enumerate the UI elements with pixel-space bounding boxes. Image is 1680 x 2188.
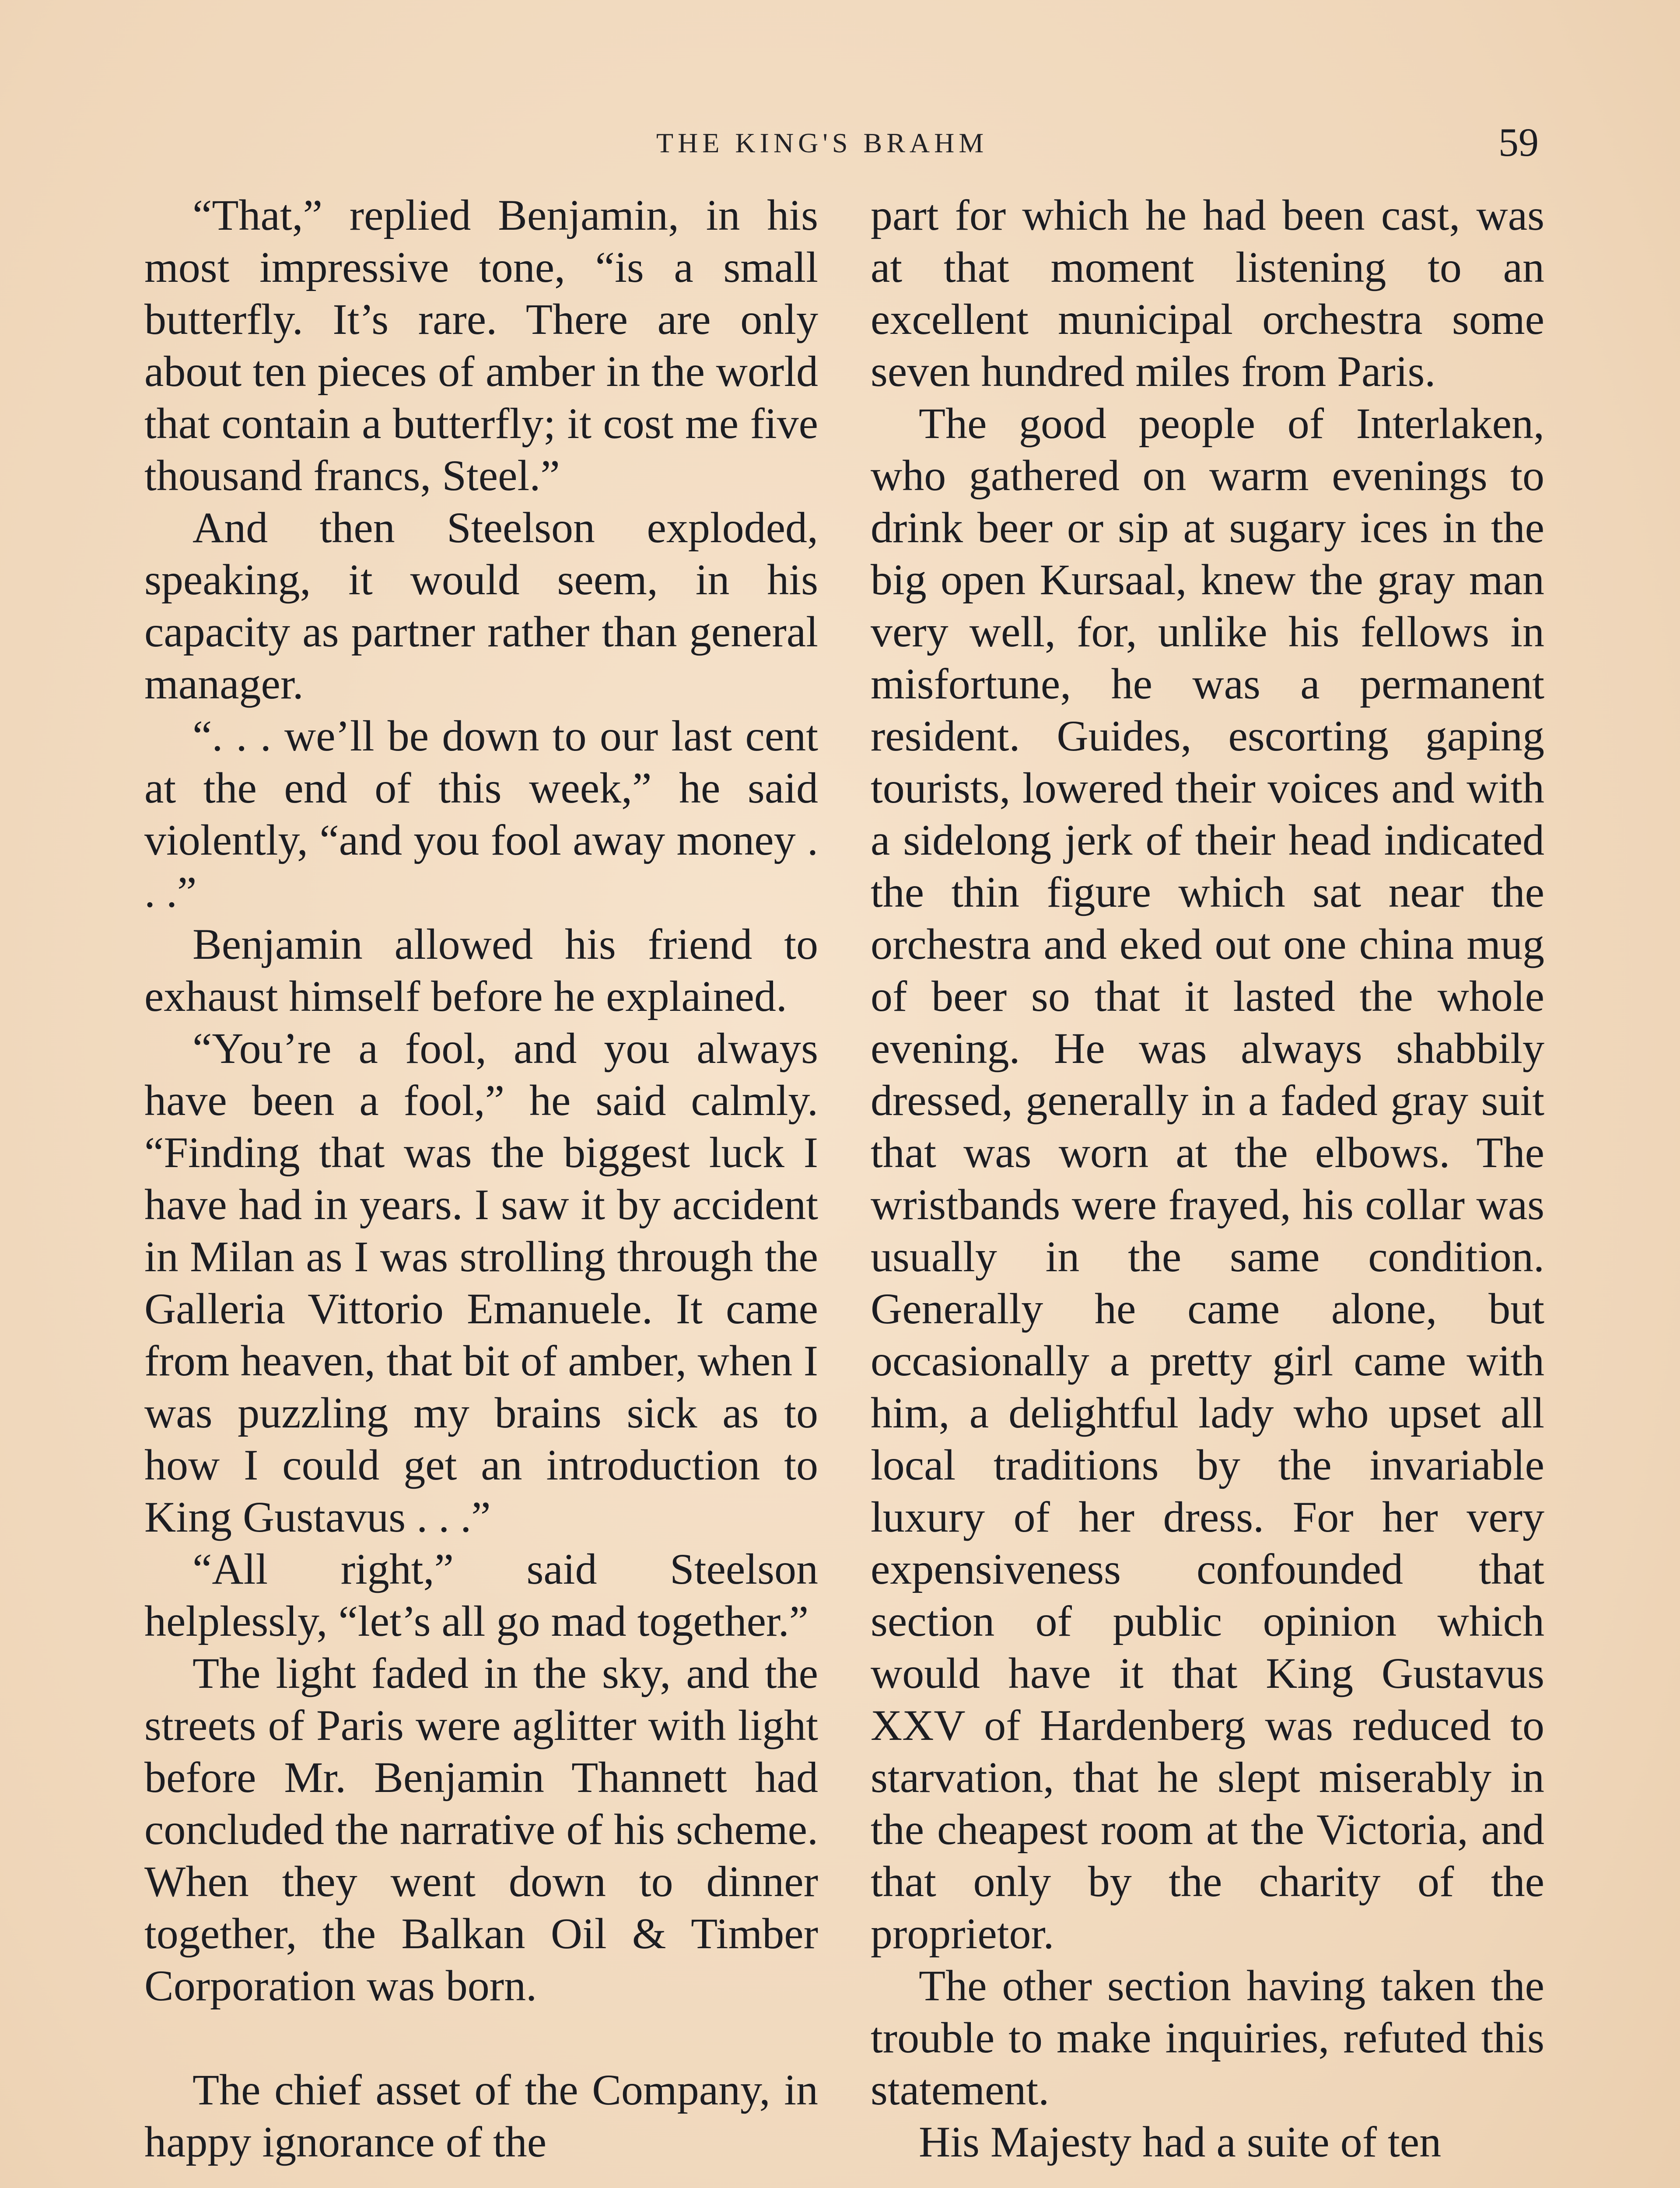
right-column xyxy=(871,189,1544,2168)
paragraph: The chief asset of the Company, in happy ignorance of the xyxy=(144,2065,818,2166)
paragraph: The light faded in the sky, and the streets of Paris were aglitter with light before Mr. Benjamin Thannett had concluded the narrative of his scheme. When they went down to dinner together, the Balkan Oil & Timber Corporation was born. xyxy=(144,1649,818,2010)
paragraph: The good people of Interlaken, who gathered on warm evenings to drink beer or sip at sugary ices in the big open Kursaal, knew the gray man very well, for, unlike his fellows in misfortune, he was a permanent resident. Guides, escorting gaping tourists, lowered their voices and with a sidelong jerk of their head indicated the thin figure which sat near the orchestra and eked out one china mug of beer so that it lasted the whole evening. He was always shabbily dressed, generally in a faded gray suit that was worn at the elbows. The wristbands were frayed, his collar was usually in the same condition. Generally he came alone, but occasionally a pretty girl came with him, a delightful lady who upset all local traditions by the invariable luxury of her dress. For her very expensiveness confounded that section of public opinion which would have it that King Gustavus XXV of Hardenberg was reduced to starvation, that he slept miserably in the cheapest room at the Victoria, and that only by the charity of the proprietor. xyxy=(871,399,1544,1958)
paragraph: “. . . we’ll be down to our last cent at the end of this week,” he said violently, “and you fool away money . . .” xyxy=(144,712,818,916)
page-header xyxy=(0,120,1680,179)
paragraph: Benjamin allowed his friend to exhaust himself before he explained. xyxy=(144,920,818,1020)
left-column xyxy=(144,189,818,2168)
paragraph-continued: part for which he had been cast, was at that moment listening to an excellent municipal orchestra some seven hundred miles from Paris. xyxy=(871,191,1544,396)
paragraph: “That,” replied Benjamin, in his most impressive tone, “is a small butterfly. It’s rare. There are only about ten pieces of amber in the world that contain a butterfly; it cost me five thousand francs, Steel.” xyxy=(144,191,818,500)
paragraph: “All right,” said Steelson helplessly, “let’s all go mad together.” xyxy=(144,1545,818,1645)
running-head: THE KING'S BRAHM xyxy=(656,127,988,158)
paragraph: His Majesty had a suite of ten xyxy=(919,2118,1442,2166)
paragraph: The other section having taken the trouble to make inquiries, refuted this statement. xyxy=(871,1961,1544,2114)
paragraph: “You’re a fool, and you always have been a fool,” he said calmly. “Finding that was the biggest luck I have had in years. I saw it by accident in Milan as I was strolling through the Galleria Vittorio Emanuele. It came from heaven, that bit of amber, when I was puzzling my brains sick as to how I could get an introduction to King Gustavus . . .” xyxy=(144,1024,818,1541)
paragraph: And then Steelson exploded, speaking, it would seem, in his capacity as partner rather than general manager. xyxy=(144,503,818,708)
page-number: 59 xyxy=(1498,120,1539,165)
